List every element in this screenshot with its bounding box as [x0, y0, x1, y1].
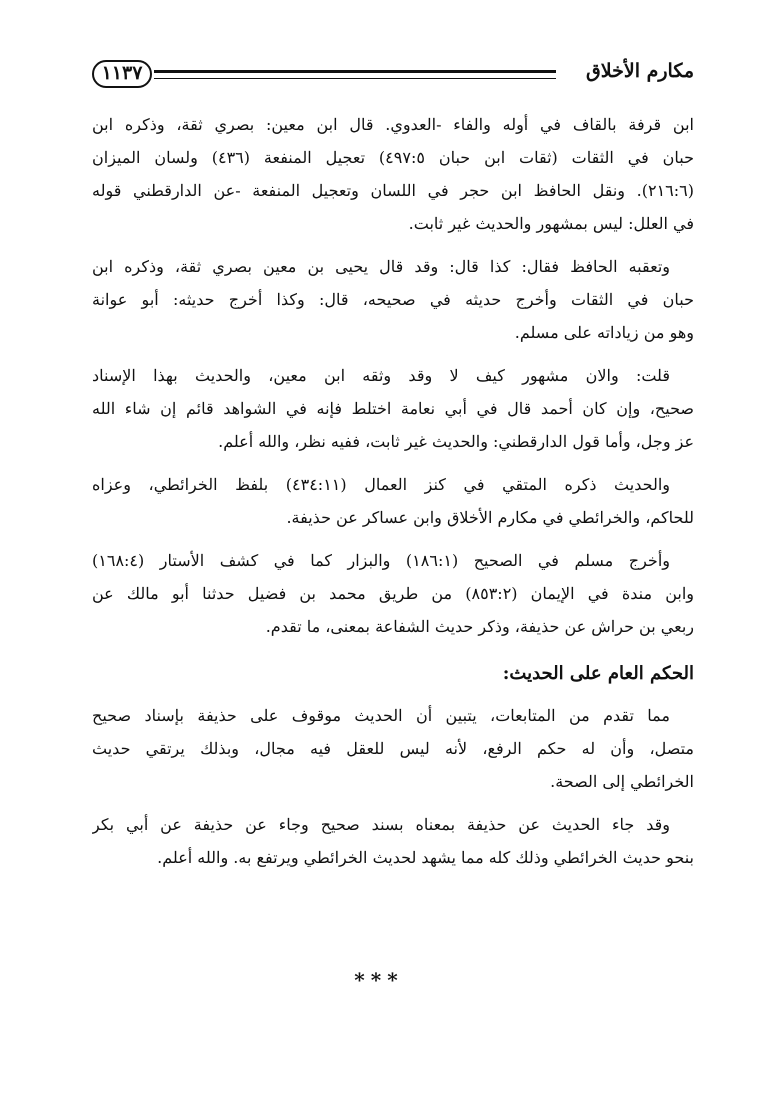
- text-line: وهو من زياداته على مسلم.: [514, 323, 694, 342]
- text-line: ابن قرفة بالقاف في أوله والفاء -العدوي. قال ابن معين: بصري ثقة، وذكره ابن: [92, 115, 694, 134]
- paragraph: [92, 108, 694, 240]
- text-line: وقد جاء الحديث عن حذيفة بمعناه بسند صحيح وجاء عن حذيفة عن أبي بكر: [92, 815, 670, 834]
- text-line: (٢١٦:٦). ونقل الحافظ ابن حجر في اللسان وتعجيل المنفعة -عن الدارقطني قوله: [92, 181, 694, 200]
- paragraph: [92, 250, 694, 349]
- text-line: قلت: والان مشهور كيف لا وقد وثقه ابن معين، والحديث بهذا الإسناد: [92, 366, 670, 385]
- text-line: حبان في الثقات وأخرج حديثه في صحيحه، قال: وكذا أخرج حديثه: أبو عوانة: [92, 290, 694, 309]
- text-line: صحيح، وإن كان أحمد قال في أبي نعامة اختلط فإنه في الشواهد قائم إن شاء الله: [92, 399, 694, 418]
- header-rule: [154, 70, 556, 79]
- paragraph: [92, 359, 694, 458]
- page-body: [92, 108, 694, 884]
- text-line: والحديث ذكره المتقي في كنز العمال (٤٣٤:١١) بلفظ الخرائطي، وعزاه: [92, 475, 670, 494]
- text-line: وأخرج مسلم في الصحيح (١٨٦:١) والبزار كما في كشف الأستار (١٦٨:٤): [92, 551, 670, 570]
- text-line: مما تقدم من المتابعات، يتبين أن الحديث موقوف على حذيفة بإسناد صحيح: [92, 706, 670, 725]
- text-line: متصل، وأن له حكم الرفع، لأنه ليس للعقل فيه مجال، وبذلك يرتقي حديث: [92, 739, 694, 758]
- text-line: عز وجل، وأما قول الدارقطني: والحديث غير ثابت، ففيه نظر، والله أعلم.: [218, 432, 694, 451]
- text-line: وتعقبه الحافظ فقال: كذا قال: وقد قال يحيى بن معين بصري ثقة، وذكره ابن: [92, 257, 670, 276]
- section-end-stars: ***: [354, 968, 404, 992]
- paragraph: [92, 468, 694, 534]
- text-line: حبان في الثقات (ثقات ابن حبان ٤٩٧:٥) تعجيل المنفعة (٤٣٦) ولسان الميزان: [92, 148, 694, 167]
- page-header: [92, 58, 694, 98]
- text-line: ربعي بن حراش عن حذيفة، وذكر حديث الشفاعة بمعنى، ما تقدم.: [265, 617, 694, 636]
- paragraph: [92, 808, 694, 874]
- text-line: بنحو حديث الخرائطي وذلك كله مما يشهد لحديث الخرائطي ويرتفع به. والله أعلم.: [157, 848, 694, 867]
- paragraph: [92, 544, 694, 643]
- text-line: الخرائطي إلى الصحة.: [550, 772, 694, 791]
- section-heading: الحكم العام على الحديث:: [502, 663, 694, 684]
- paragraph: [92, 699, 694, 798]
- text-line: في العلل: ليس بمشهور والحديث غير ثابت.: [408, 214, 694, 233]
- running-title: مكارم الأخلاق: [586, 60, 694, 82]
- text-line: للحاكم، والخرائطي في مكارم الأخلاق وابن عساكر عن حذيفة.: [286, 508, 694, 527]
- text-line: وابن مندة في الإيمان (٨٥٣:٢) من طريق محمد بن فضيل حدثنا أبو مالك عن: [92, 584, 694, 603]
- page-number: ١١٣٧: [92, 60, 152, 88]
